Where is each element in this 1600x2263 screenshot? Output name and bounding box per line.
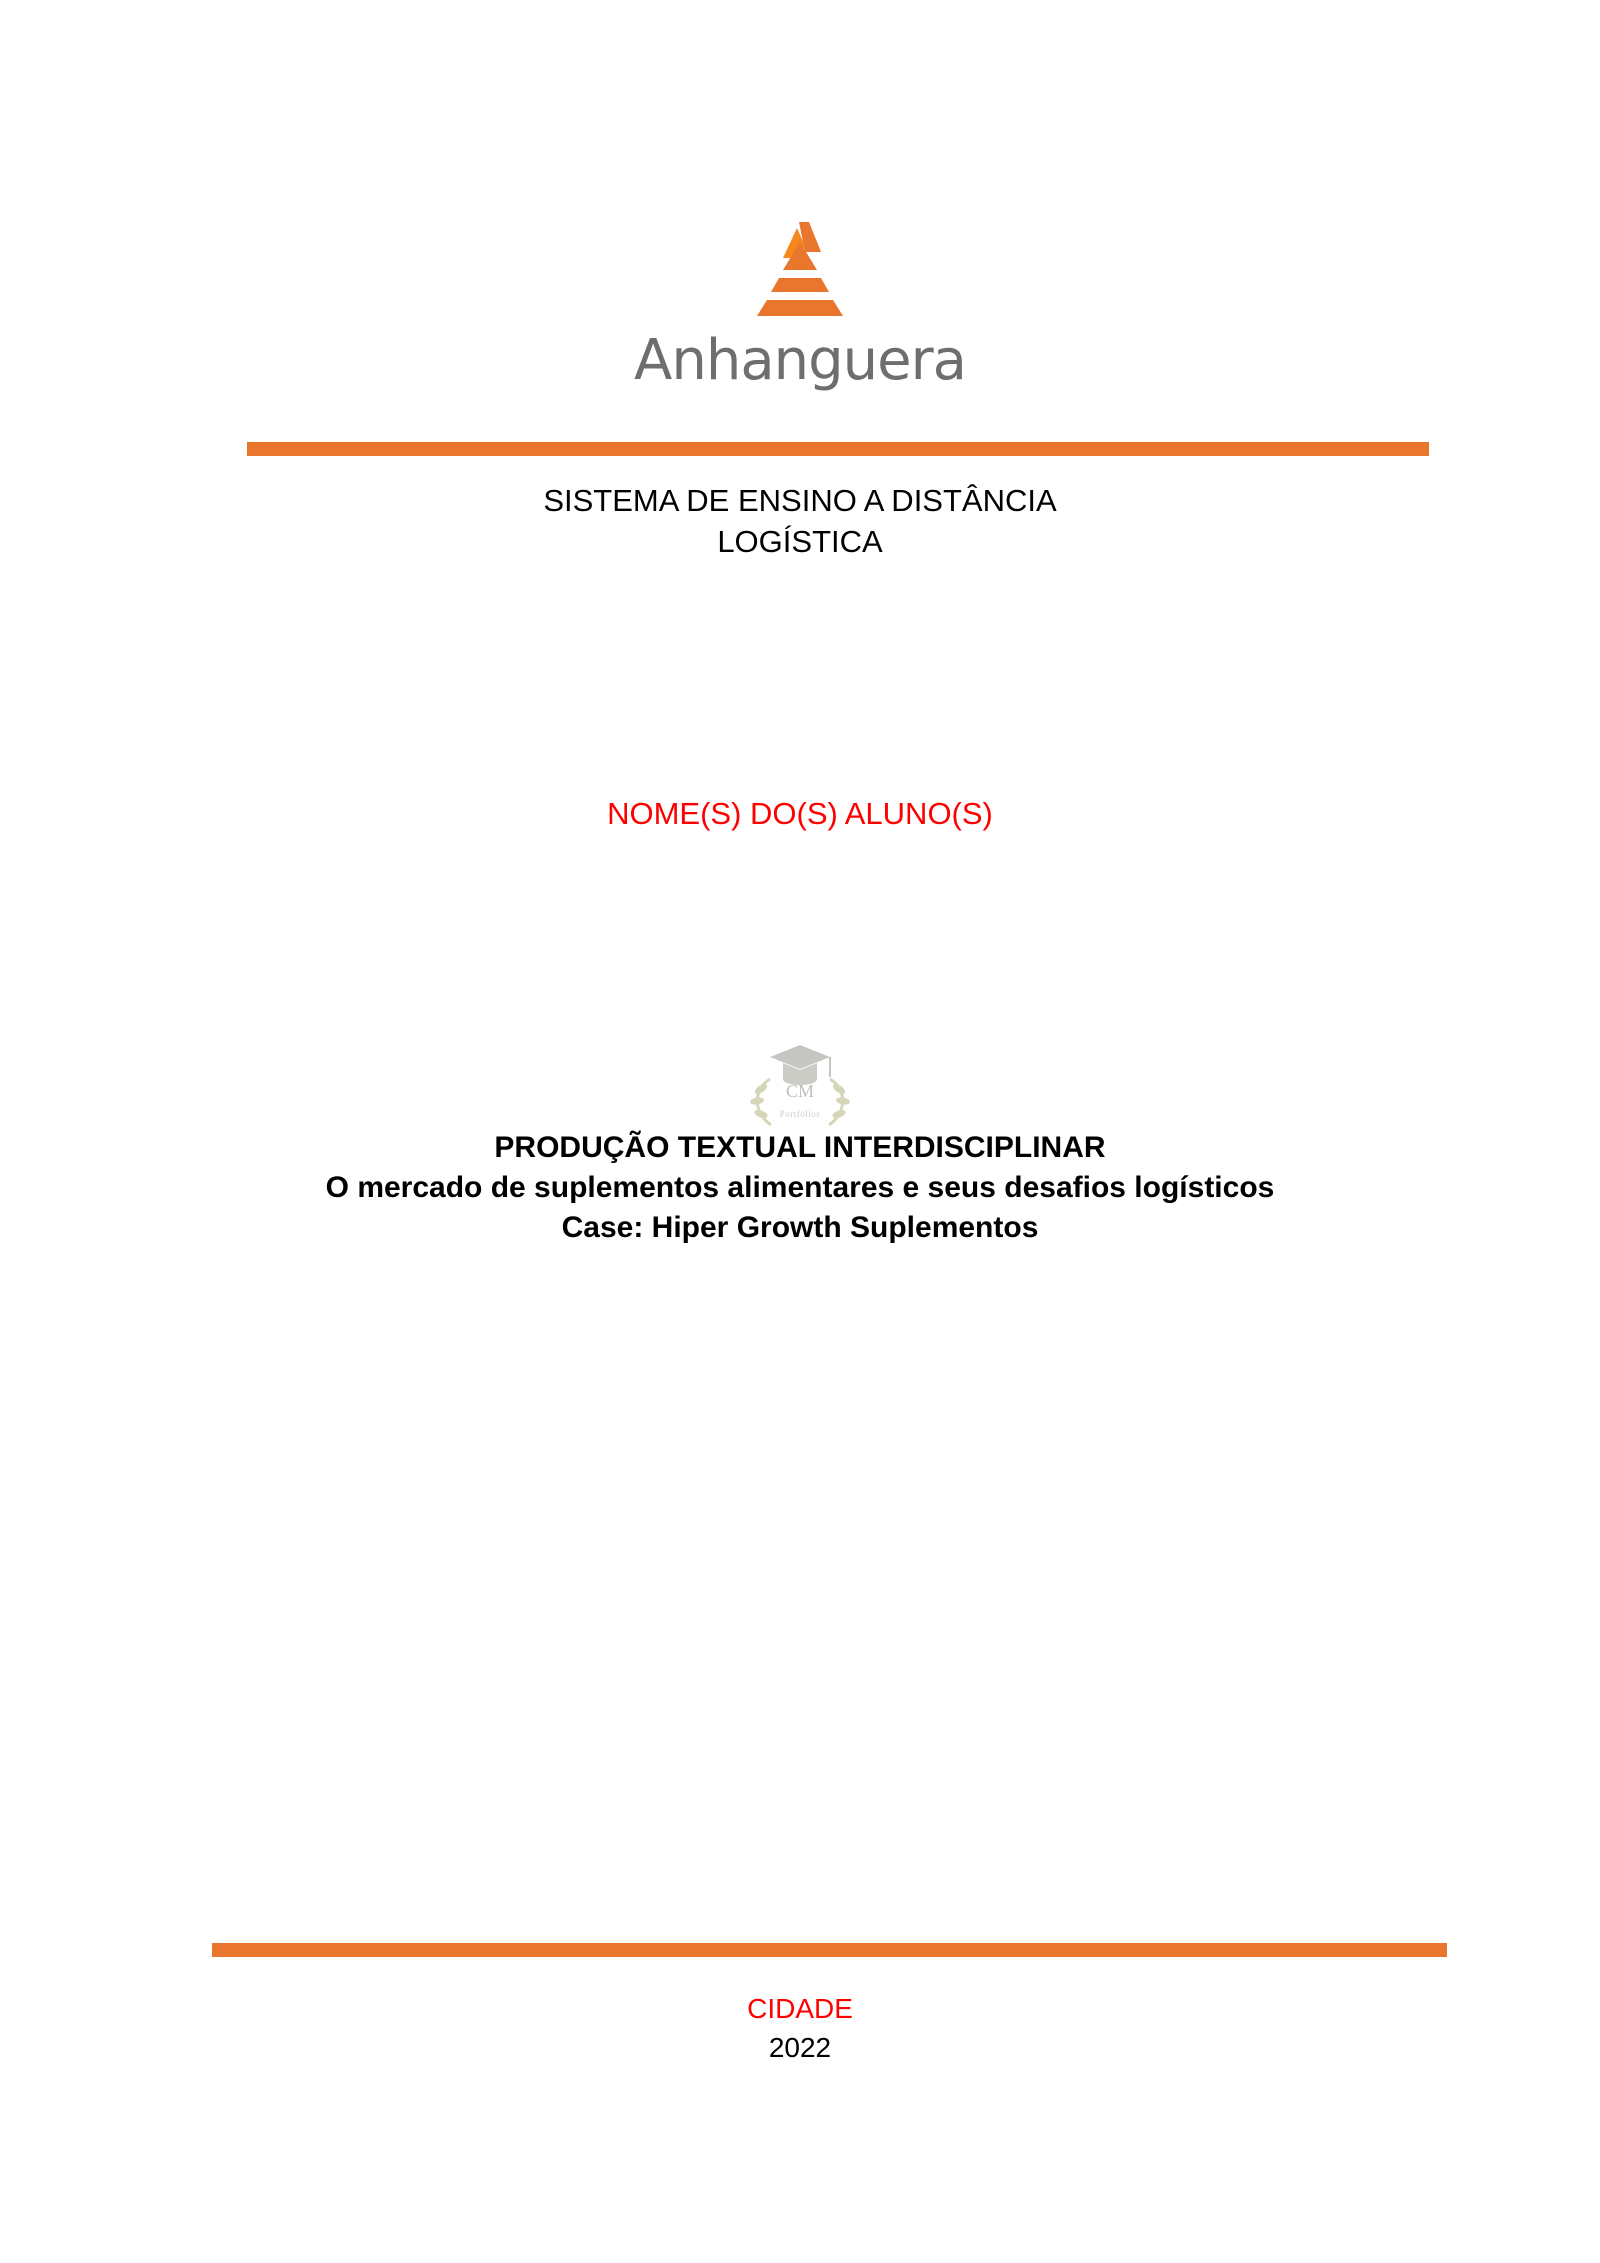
- institution-block: [0, 480, 1600, 562]
- footer-city: CIDADE: [747, 1993, 853, 2024]
- title-line-1: PRODUÇÃO TEXTUAL INTERDISCIPLINAR: [494, 1131, 1106, 1164]
- top-divider-rule: [247, 442, 1429, 456]
- logo-wordmark: Anhanguera: [634, 328, 966, 393]
- anhanguera-pyramid-logo-icon: [725, 212, 875, 327]
- footer-year: 2022: [768, 2032, 832, 2063]
- bottom-divider-rule: [212, 1943, 1447, 1957]
- document-title-block: [0, 1128, 1600, 1248]
- logo-block: [0, 212, 1600, 393]
- students-names-placeholder: NOME(S) DO(S) ALUNO(S): [607, 796, 993, 831]
- watermark-caption: Portfólios: [779, 1109, 821, 1119]
- title-line-2: O mercado de suplementos alimentares e seus desafios logísticos: [325, 1170, 1275, 1204]
- title-line-3: Case: Hiper Growth Suplementos: [561, 1210, 1039, 1244]
- svg-text:CM: CM: [785, 1081, 815, 1101]
- institution-line-1: SISTEMA DE ENSINO A DISTÂNCIA: [543, 483, 1057, 518]
- institution-line-2: LOGÍSTICA: [717, 524, 883, 560]
